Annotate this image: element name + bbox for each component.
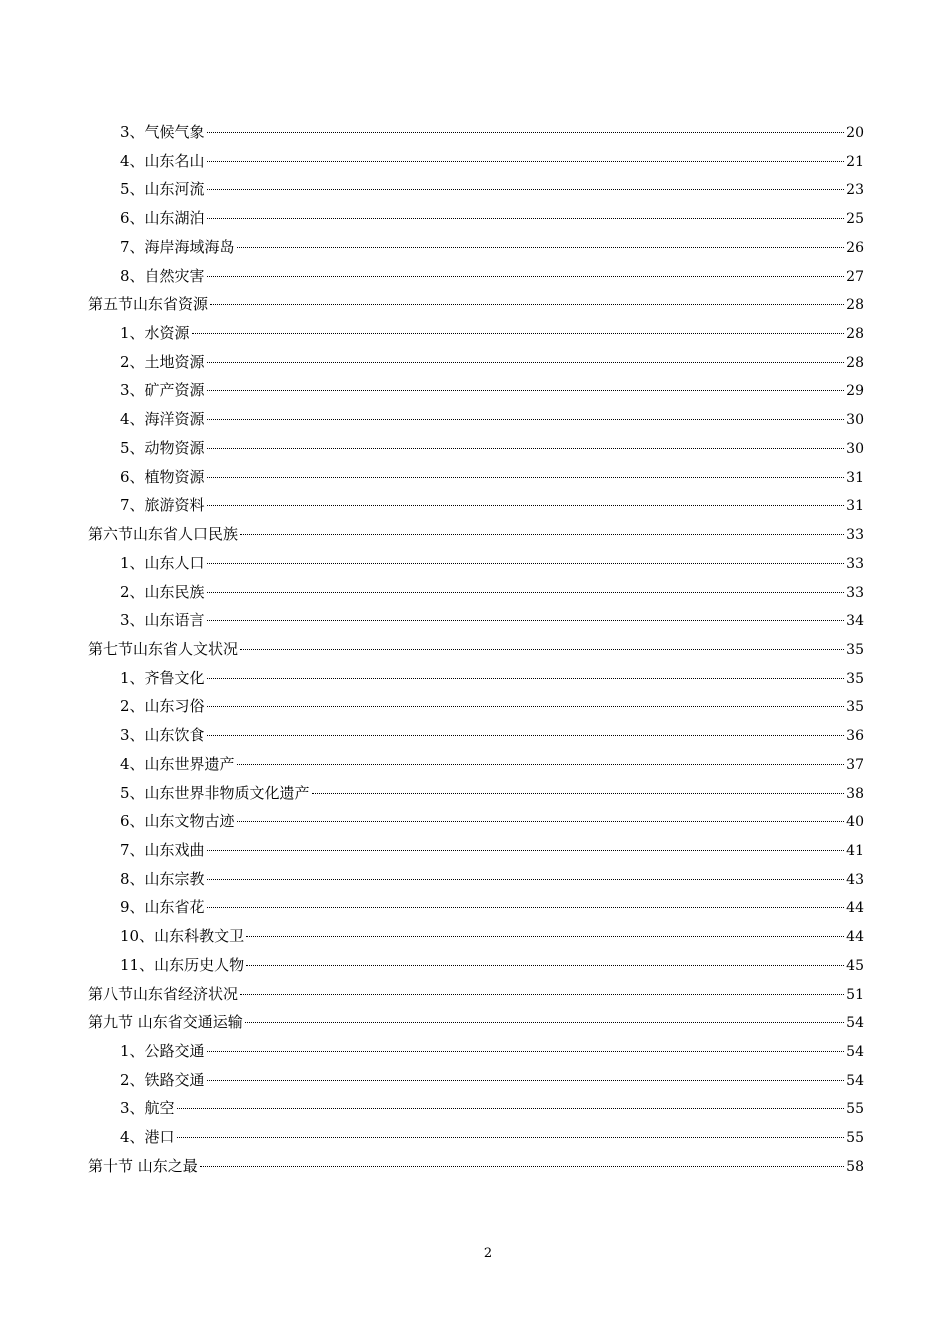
dot-leader xyxy=(200,1166,844,1167)
toc-subsection-row[interactable] xyxy=(88,175,864,204)
toc-subsection-row[interactable] xyxy=(88,434,864,463)
dot-leader xyxy=(207,132,845,133)
dot-leader xyxy=(177,1108,845,1109)
toc-entry-title: 5、山东世界非物质文化遗产 xyxy=(120,783,310,802)
toc-subsection-row[interactable] xyxy=(88,1066,864,1095)
toc-subsection-row[interactable] xyxy=(88,118,864,147)
toc-entry-title: 6、植物资源 xyxy=(120,467,205,486)
toc-subsection-row[interactable] xyxy=(88,750,864,779)
toc-section-row[interactable] xyxy=(88,290,864,319)
toc-entry-title: 第六节山东省人口民族 xyxy=(88,525,239,544)
toc-page-number: 21 xyxy=(846,153,864,170)
toc-subsection-row[interactable] xyxy=(88,922,864,951)
toc-subsection-row[interactable] xyxy=(88,405,864,434)
dot-leader xyxy=(207,1080,845,1081)
toc-subsection-row[interactable] xyxy=(88,865,864,894)
dot-leader xyxy=(207,390,845,391)
dot-leader xyxy=(207,448,845,449)
toc-entry-title: 4、山东世界遗产 xyxy=(120,754,235,773)
toc-entry-title: 11、山东历史人物 xyxy=(120,955,245,974)
toc-entry-title: 8、山东宗教 xyxy=(120,869,205,888)
toc-page-number: 58 xyxy=(846,1158,864,1175)
dot-leader xyxy=(210,304,844,305)
toc-entry-title: 1、公路交通 xyxy=(120,1042,205,1060)
toc-entry-title: 4、海洋资源 xyxy=(120,410,205,429)
dot-leader xyxy=(240,994,844,995)
toc-subsection-row[interactable] xyxy=(88,1123,864,1152)
toc-page-number: 38 xyxy=(846,785,864,802)
toc-entry-title: 第十节 山东之最 xyxy=(88,1156,198,1175)
toc-entry-title: 10、山东科教文卫 xyxy=(120,927,245,946)
toc-subsection-row[interactable] xyxy=(88,147,864,176)
toc-entry-title: 3、航空 xyxy=(120,1099,175,1118)
toc-page-number: 25 xyxy=(846,211,864,228)
toc-page-number: 45 xyxy=(846,957,864,974)
toc-subsection-row[interactable] xyxy=(88,549,864,578)
toc-entry-title: 第九节 山东省交通运输 xyxy=(88,1013,243,1032)
toc-page-number: 20 xyxy=(846,125,864,141)
toc-page-number: 30 xyxy=(846,412,864,429)
toc-page-number: 33 xyxy=(846,555,864,572)
toc-entry-title: 7、旅游资料 xyxy=(120,496,205,515)
toc-page-number: 34 xyxy=(846,613,864,630)
toc-entry-title: 2、土地资源 xyxy=(120,352,205,371)
toc-entry-title: 3、矿产资源 xyxy=(120,381,205,400)
toc-entry-title: 5、动物资源 xyxy=(120,438,205,457)
toc-page-number: 28 xyxy=(846,297,864,314)
toc-entry-title: 6、山东文物古迹 xyxy=(120,812,235,831)
toc-subsection-row[interactable] xyxy=(88,463,864,492)
dot-leader xyxy=(245,1022,844,1023)
dot-leader xyxy=(207,505,845,506)
toc-page-number: 51 xyxy=(846,986,864,1003)
toc-page-number: 26 xyxy=(846,239,864,256)
toc-section-row[interactable] xyxy=(88,635,864,664)
toc-page-number: 36 xyxy=(846,728,864,745)
toc-subsection-row[interactable] xyxy=(88,721,864,750)
toc-entry-title: 9、山东省花 xyxy=(120,898,205,917)
toc-page-number: 54 xyxy=(846,1015,864,1032)
toc-page-number: 35 xyxy=(846,699,864,716)
toc-page-number: 28 xyxy=(846,354,864,371)
toc-entry-title: 第五节山东省资源 xyxy=(88,295,209,314)
dot-leader xyxy=(237,247,845,248)
toc-entry-title: 2、山东民族 xyxy=(120,582,205,601)
toc-entry-title: 2、铁路交通 xyxy=(120,1070,205,1089)
dot-leader xyxy=(177,1137,845,1138)
toc-entry-title: 4、港口 xyxy=(120,1128,175,1147)
dot-leader xyxy=(207,189,845,190)
toc-page-number: 30 xyxy=(846,440,864,457)
toc-page-number: 31 xyxy=(846,498,864,515)
dot-leader xyxy=(237,821,845,822)
toc-page-number: 23 xyxy=(846,182,864,199)
dot-leader xyxy=(207,563,845,564)
toc-subsection-row[interactable] xyxy=(88,262,864,291)
toc-page-number: 27 xyxy=(846,268,864,285)
toc-page-number: 55 xyxy=(846,1130,864,1147)
toc-entry-title: 3、山东语言 xyxy=(120,611,205,630)
dot-leader xyxy=(207,907,845,908)
toc-entry-title: 5、山东河流 xyxy=(120,180,205,199)
table-of-contents xyxy=(88,118,864,1181)
toc-subsection-row[interactable] xyxy=(88,606,864,635)
toc-section-row[interactable] xyxy=(88,1008,864,1037)
dot-leader xyxy=(207,161,845,162)
toc-page-number: 28 xyxy=(846,326,864,343)
toc-entry-title: 3、山东饮食 xyxy=(120,726,205,745)
toc-entry-title: 1、山东人口 xyxy=(120,553,205,572)
dot-leader xyxy=(207,477,845,478)
toc-page-number: 41 xyxy=(846,842,864,859)
toc-entry-title: 4、山东名山 xyxy=(120,151,205,170)
toc-subsection-row[interactable] xyxy=(88,807,864,836)
dot-leader xyxy=(207,276,845,277)
toc-entry-title: 1、齐鲁文化 xyxy=(120,668,205,687)
toc-page-number: 40 xyxy=(846,814,864,831)
toc-entry-title: 1、水资源 xyxy=(120,324,190,343)
toc-section-row[interactable] xyxy=(88,980,864,1009)
dot-leader xyxy=(207,592,845,593)
dot-leader xyxy=(207,362,845,363)
toc-subsection-row[interactable] xyxy=(88,204,864,233)
toc-page-number: 29 xyxy=(846,383,864,400)
dot-leader xyxy=(240,649,844,650)
toc-subsection-row[interactable] xyxy=(88,893,864,922)
toc-page-number: 43 xyxy=(846,871,864,888)
toc-subsection-row[interactable] xyxy=(88,1037,864,1066)
dot-leader xyxy=(207,706,845,707)
toc-page-number: 33 xyxy=(846,527,864,544)
toc-subsection-row[interactable] xyxy=(88,664,864,693)
toc-section-row[interactable] xyxy=(88,520,864,549)
dot-leader xyxy=(312,793,845,794)
dot-leader xyxy=(246,936,844,937)
toc-subsection-row[interactable] xyxy=(88,578,864,607)
toc-subsection-row[interactable] xyxy=(88,376,864,405)
toc-subsection-row[interactable] xyxy=(88,491,864,520)
toc-subsection-row[interactable] xyxy=(88,348,864,377)
dot-leader xyxy=(207,678,845,679)
dot-leader xyxy=(246,965,844,966)
dot-leader xyxy=(207,735,845,736)
dot-leader xyxy=(207,620,845,621)
toc-subsection-row[interactable] xyxy=(88,779,864,808)
toc-page-number: 44 xyxy=(846,900,864,917)
toc-page-number: 37 xyxy=(846,756,864,773)
toc-page-number: 31 xyxy=(846,469,864,486)
toc-entry-title: 6、山东湖泊 xyxy=(120,209,205,228)
toc-subsection-row[interactable] xyxy=(88,836,864,865)
toc-page-number: 33 xyxy=(846,584,864,601)
toc-entry-title: 7、海岸海域海岛 xyxy=(120,237,235,256)
dot-leader xyxy=(207,879,845,880)
toc-page-number: 35 xyxy=(846,641,864,658)
dot-leader xyxy=(237,764,845,765)
dot-leader xyxy=(207,1051,845,1052)
toc-section-row[interactable] xyxy=(88,1152,864,1181)
toc-page-number: 55 xyxy=(846,1101,864,1118)
toc-entry-title: 第七节山东省人文状况 xyxy=(88,639,239,658)
toc-page-number: 35 xyxy=(846,670,864,687)
toc-subsection-row[interactable] xyxy=(88,951,864,980)
toc-page-number: 54 xyxy=(846,1044,864,1060)
dot-leader xyxy=(240,534,844,535)
toc-entry-title: 2、山东习俗 xyxy=(120,697,205,716)
toc-page-number: 54 xyxy=(846,1072,864,1089)
dot-leader xyxy=(207,218,845,219)
dot-leader xyxy=(207,850,845,851)
dot-leader xyxy=(192,333,845,334)
toc-entry-title: 3、气候气象 xyxy=(120,123,205,141)
toc-subsection-row[interactable] xyxy=(88,692,864,721)
toc-subsection-row[interactable] xyxy=(88,319,864,348)
dot-leader xyxy=(207,419,845,420)
toc-page-number: 44 xyxy=(846,929,864,946)
toc-entry-title: 第八节山东省经济状况 xyxy=(88,984,239,1003)
toc-subsection-row[interactable] xyxy=(88,1094,864,1123)
toc-entry-title: 8、自然灾害 xyxy=(120,266,205,285)
toc-subsection-row[interactable] xyxy=(88,233,864,262)
page-number: 2 xyxy=(483,1246,493,1261)
toc-entry-title: 7、山东戏曲 xyxy=(120,840,205,859)
